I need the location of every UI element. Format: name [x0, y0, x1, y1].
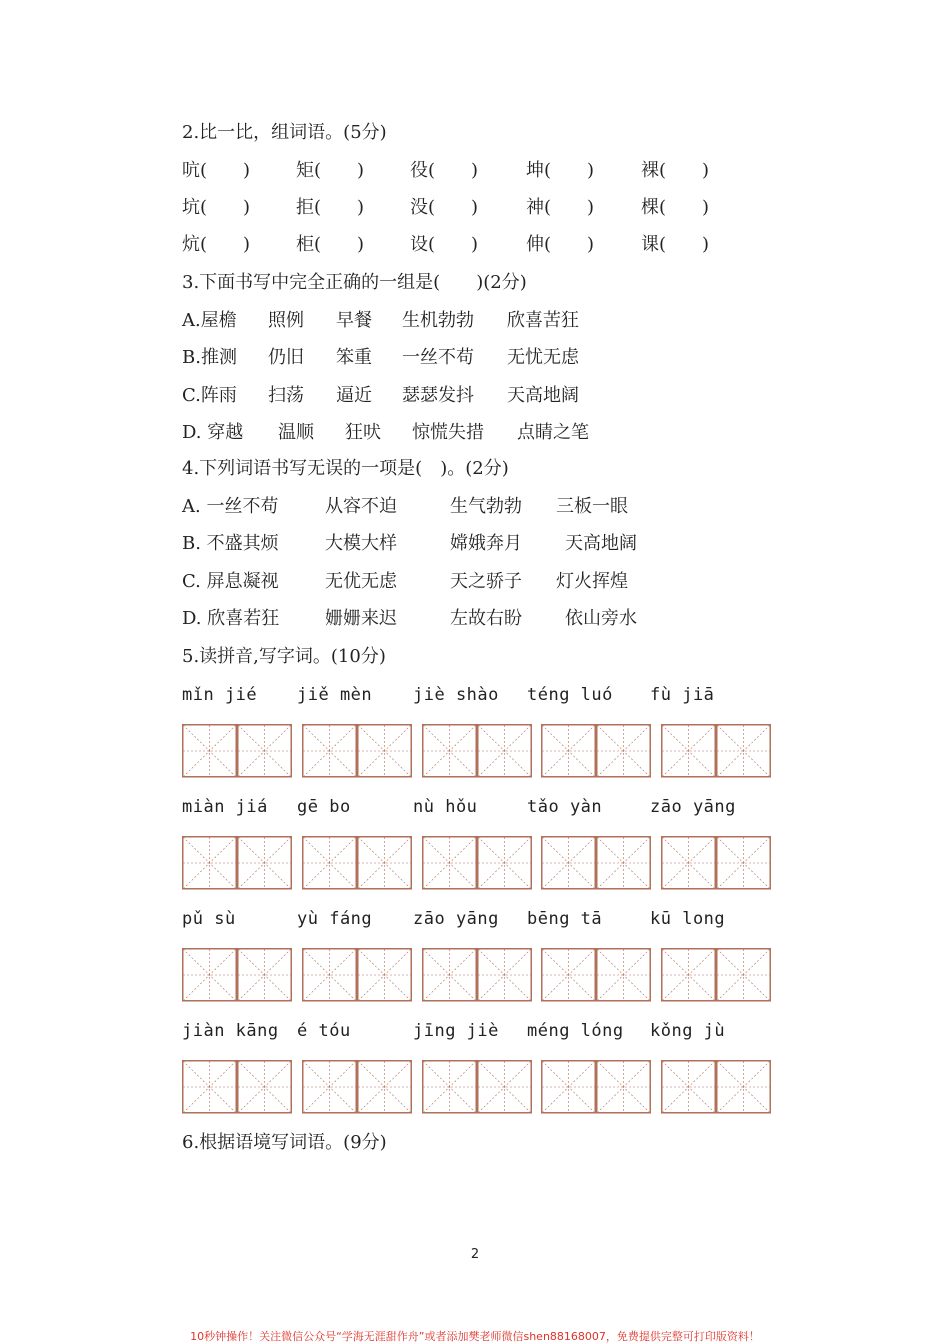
pinyin-label: jiàn kāng [182, 1021, 279, 1041]
pinyin-label: mǐn jié [182, 685, 258, 705]
q4-option-word: 从容不迫 [325, 496, 397, 517]
q2-title: 2.比一比，组词语。(5分) [182, 122, 387, 143]
q2-item: 炕( ) [182, 234, 251, 255]
writing-grid-box[interactable] [541, 836, 651, 888]
q3-option-word: 生机勃勃 [402, 310, 474, 331]
q3-option-word: 逼近 [336, 385, 372, 406]
pinyin-label: méng lóng [527, 1021, 624, 1041]
q4-option-word: D. 欣喜若狂 [182, 608, 280, 629]
writing-grid-box[interactable] [422, 948, 532, 1000]
q3-option-word: 一丝不苟 [402, 347, 474, 368]
q3-option-word: 欣喜苦狂 [507, 310, 579, 331]
q4-option-word: A. 一丝不苟 [182, 496, 279, 517]
pinyin-label: nù hǒu [413, 797, 478, 817]
q3-option-word: A.屋檐 [182, 310, 237, 331]
footer-note: 10秒钟操作！关注微信公众号“学海无涯甜作舟”或者添加樊老师微信shen88168007，免费提供完整可打印版资料！ [190, 1330, 760, 1343]
writing-grid-box[interactable] [541, 724, 651, 776]
q2-item: 吭( ) [182, 160, 251, 181]
writing-grid-box[interactable] [302, 836, 412, 888]
q4-option-word: C. 屏息凝视 [182, 571, 279, 592]
writing-grid-box[interactable] [422, 836, 532, 888]
q2-item: 拒( ) [296, 197, 365, 218]
pinyin-label: téng luó [527, 685, 613, 705]
q4-option-word: 依山旁水 [565, 608, 637, 629]
pinyin-label: yù fáng [297, 909, 373, 929]
writing-grid-box[interactable] [302, 724, 412, 776]
pinyin-label: zāo yāng [413, 909, 499, 929]
q4-option-word: 姗姗来迟 [325, 608, 397, 629]
writing-grid-box[interactable] [302, 1060, 412, 1112]
pinyin-label: jīng jiè [413, 1021, 499, 1041]
writing-grid-box[interactable] [182, 836, 292, 888]
pinyin-label: jiě mèn [297, 685, 373, 705]
pinyin-label: bēng tā [527, 909, 603, 929]
q4-option-word: B. 不盛其烦 [182, 533, 279, 554]
page-number: 2 [470, 1247, 480, 1262]
writing-grid-box[interactable] [661, 1060, 771, 1112]
q4-option-word: 嫦娥奔月 [450, 533, 522, 554]
q3-option-word: 狂吠 [345, 422, 381, 443]
q3-option-word: 照例 [268, 310, 304, 331]
writing-grid-box[interactable] [182, 948, 292, 1000]
writing-grid-box[interactable] [302, 948, 412, 1000]
q3-title: 3.下面书写中完全正确的一组是( )(2分) [182, 272, 527, 293]
pinyin-label: kū long [650, 909, 726, 929]
writing-grid-box[interactable] [661, 836, 771, 888]
q3-option-word: 早餐 [336, 310, 372, 331]
q2-item: 役( ) [410, 160, 479, 181]
pinyin-label: miàn jiá [182, 797, 268, 817]
pinyin-label: kǒng jù [650, 1021, 726, 1041]
pinyin-label: gē bo [297, 797, 351, 817]
pinyin-label: tǎo yàn [527, 797, 603, 817]
writing-grid-box[interactable] [182, 724, 292, 776]
pinyin-label: é tóu [297, 1021, 351, 1041]
q3-option-word: 惊慌失措 [412, 422, 484, 443]
q5-title: 5.读拼音,写字词。(10分) [182, 646, 386, 667]
q2-item: 裸( ) [641, 160, 710, 181]
q2-item: 没( ) [410, 197, 479, 218]
q2-item: 棵( ) [641, 197, 710, 218]
writing-grid-box[interactable] [661, 948, 771, 1000]
q4-option-word: 三板一眼 [556, 496, 628, 517]
q3-option-word: 天高地阔 [507, 385, 579, 406]
q4-option-word: 左故右盼 [450, 608, 522, 629]
q2-item: 伸( ) [526, 234, 595, 255]
q4-option-word: 灯火挥煌 [556, 571, 628, 592]
q3-option-word: 瑟瑟发抖 [402, 385, 474, 406]
q3-option-word: 笨重 [336, 347, 372, 368]
q4-option-word: 无优无虑 [325, 571, 397, 592]
q4-option-word: 大模大样 [325, 533, 397, 554]
q3-option-word: 仍旧 [268, 347, 304, 368]
q2-item: 柜( ) [296, 234, 365, 255]
q3-option-word: C.阵雨 [182, 385, 237, 406]
q2-item: 矩( ) [296, 160, 365, 181]
writing-grid-box[interactable] [541, 948, 651, 1000]
q2-item: 神( ) [526, 197, 595, 218]
writing-grid-box[interactable] [422, 1060, 532, 1112]
q4-option-word: 天之骄子 [450, 571, 522, 592]
q4-option-word: 天高地阔 [565, 533, 637, 554]
pinyin-label: fù jiā [650, 685, 715, 705]
writing-grid-box[interactable] [422, 724, 532, 776]
q2-item: 坤( ) [526, 160, 595, 181]
q4-option-word: 生气勃勃 [450, 496, 522, 517]
q2-item: 坑( ) [182, 197, 251, 218]
q3-option-word: 无忧无虑 [507, 347, 579, 368]
q3-option-word: 扫荡 [268, 385, 304, 406]
writing-grid-box[interactable] [182, 1060, 292, 1112]
q6-title: 6.根据语境写词语。(9分) [182, 1132, 387, 1153]
q3-option-word: 点睛之笔 [517, 422, 589, 443]
pinyin-label: jiè shào [413, 685, 499, 705]
q4-title: 4.下列词语书写无误的一项是( )。(2分) [182, 458, 509, 479]
q3-option-word: B.推测 [182, 347, 237, 368]
pinyin-label: pǔ sù [182, 909, 236, 929]
pinyin-label: zāo yāng [650, 797, 736, 817]
writing-grid-box[interactable] [661, 724, 771, 776]
writing-grid-box[interactable] [541, 1060, 651, 1112]
q3-option-word: D. 穿越 [182, 422, 244, 443]
q2-item: 设( ) [410, 234, 479, 255]
q2-item: 课( ) [641, 234, 710, 255]
q3-option-word: 温顺 [278, 422, 314, 443]
